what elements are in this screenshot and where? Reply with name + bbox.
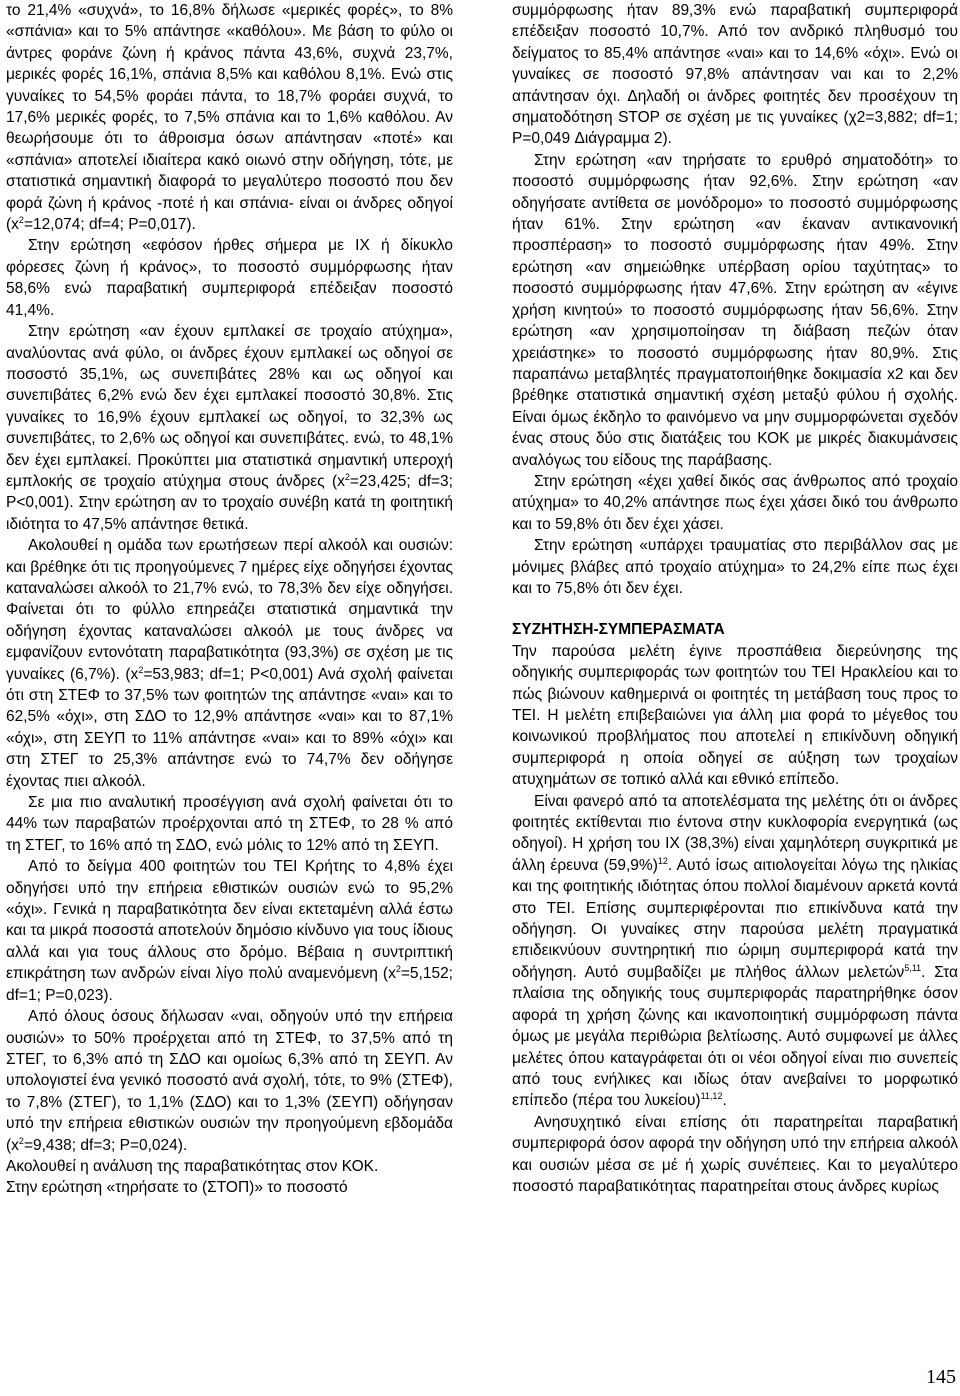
paragraph: συμμόρφωσης ήταν 89,3% ενώ παραβατική συμπεριφορά επέδειξαν ποσοστό 10,7%. Από τον ανδρικό πληθυσμό του δείγματος το 85,4% απάντησε «ναι» και το 14,6% «όχι». Ενώ οι γυναίκες σε ποσοστό 97,8% απάντησαν ναι και το 2,2% απάντησαν όχι. Δηλαδή οι άνδρες φοιτητές δεν προσέχουν τη σηματοδότηση STOP σε σχέση με τις γυναίκες (χ2=3,882; df=1; P=0,049 Διάγραμμα 2). [512,2,958,148]
section-heading: ΣΥΖΗΤΗΣΗ-ΣΥΜΠΕΡΑΣΜΑΤΑ [512,621,725,639]
paragraph: το 21,4% «συχνά», το 16,8% δήλωσε «μερικές φορές», το 8% «σπάνια» και το 5% απάντησε «καθόλου». Με βάση το φύλο οι άντρες φοράνε ζώνη ή κράνος πάντα 43,6%, συχνά 23,7%, μερικές φορές 16,1%, σπάνια 8,5% και καθόλου 8,1%. Ενώ στις γυναίκες το 54,5% φοράει πάντα, το 18,7% φοράει συχνά, το 17,6% μερικές φορές, το 7,5% σπάνια και το 1,6% καθόλου. Αν θεωρήσουμε ότι το άθροισμα όσων απάντησαν «ποτέ» και «σπάνια» αποτελεί ιδιαίτερα κακό οιωνό στην οδήγηση, τότε, με στατιστικά σημαντική διαφορά το μεγαλύτερο ποσοστό που δεν φορά ζώνη ή κράνος -ποτέ ή και σπάνια- είναι οι άνδρες οδηγοί ($x^2=12,074$; df=4; P=0,017). [6,2,453,234]
right-column [512,0,958,1197]
left-column [6,0,453,1199]
paragraph: Στην ερώτηση «αν τηρήσατε το ερυθρό σηματοδότη» το ποσοστό συμμόρφωσης ήταν 92,6%. Στην ερώτηση «αν οδηγήσατε αντίθετα σε μονόδρομο» το ποσοστό συμμόρφωσης ήταν 61%. Στην ερώτηση «αν έκαναν αντικανονική προσπέραση» το ποσοστό συμμόρφωσης ήταν 49%. Στην ερώτηση «αν σημειώθηκε υπέρβαση ορίου ταχύτητας» το ποσοστό συμμόρφωσης ήταν 47,6%. Στην ερώτηση αν «έγινε χρήση κινητού» το ποσοστό συμμόρφωσης ήταν 56,6%. Στην ερώτηση «αν χρησιμοποίησαν τη διάβαση πεζών όταν χρειάστηκε» το ποσοστό συμμόρφωσης ήταν 80,9%. Στις παραπάνω μεταβλητές πραγματοποιήθηκε δοκιμασία x2 και δεν βρέθηκε στατιστικά σημαντική σχέση μεταξύ φύλου ή σχολής. Είναι όμως έκδηλο το φαινόμενο να μην συμμορφώνεται σχεδόν ένας στους δύο στις διατάξεις του ΚΟΚ με μικρές διακυμάνσεις αναλόγως του είδους της παράβασης. [512,151,958,469]
paragraph: Στην ερώτηση «υπάρχει τραυματίας στο περιβάλλον σας με μόνιμες βλάβες από τροχαίο ατύχημα» το 24,2% είπε πως έχει και το 75,8% ότι δεν έχει. [512,537,958,597]
paragraph: Την παρούσα μελέτη έγινε προσπάθεια διερεύνησης της οδηγικής συμπεριφοράς των φοιτητών του ΤΕΙ Ηρακλείου και το πώς βιώνουν καθημερινά οι φοιτητές τη μετάβαση τους προς το ΤΕΙ. Η μελέτη επιβεβαιώνει για άλλη μια φορά το μέγεθος του κοινωνικού προβλήματος που αποτελεί η επικίνδυνη οδηγική συμπεριφορά η οποία οδηγεί σε αύξηση των τροχαίων ατυχημάτων σε τοπικό αλλά και εθνικό επίπεδο. [512,642,958,789]
page-number: 145 [926,1366,956,1388]
paragraph: Στην ερώτηση «τηρήσατε το (ΣΤΟΠ)» το ποσοστό [6,1179,348,1197]
paragraph: Στην ερώτηση «αν έχουν εμπλακεί σε τροχαίο ατύχημα», αναλύοντας ανά φύλο, οι άνδρες έχουν εμπλακεί ως οδηγοί σε ποσοστό 35,1%, ως συνεπιβάτες 28% και ως οδηγοί και συνεπιβάτες 6,2% ενώ δεν έχει εμπλακεί ποσοστό 30,8%. Στις γυναίκες το 16,9% έχουν εμπλακεί ως οδηγοί, το 32,3% ως συνεπιβάτες, το 2,6% ως οδηγοί και συνεπιβάτες. ενώ, το 48,1% δεν έχει εμπλακεί. Προκύπτει μια στατιστικά σημαντική υπεροχή εμπλοκής σε τροχαίο ατύχημα στους άνδρες ($x^2=23,425$; df=3; P<0,001). Στην ερώτηση αν το τροχαίο συνέβη κατά τη φοιτητική ιδιότητα το 47,5% απάντησε θετικά. [6,323,453,533]
paragraph: Είναι φανερό από τα αποτελέσματα της μελέτης ότι οι άνδρες φοιτητές εκτίθενται πιο έντονα στην κυκλοφορία ενεργητικά (ως οδηγοί). Η χρήση του ΙΧ (38,3%) είναι χαμηλότερη συγκριτικά με άλλη έρευνα $(59,9\%)^{12}$. Αυτό ίσως αιτιολογείται λόγω της ηλικίας και της φοιτητικής ιδιότητας όπου πολλοί διαμένουν αρκετά κοντά στο ΤΕΙ. Επίσης συμπεριφέρονται πιο επικίνδυνα κατά την οδήγηση. Οι γυναίκες στην παρούσα μελέτη πραγματικά επιδεικνύουν συντηρητική πιο ώριμη συμπεριφορά κατά την οδήγηση. Αυτό συμβαδίζει με πλήθος άλλων μελετών$^{5,11}$. Στα πλαίσια της οδηγικής τους συμπεριφοράς παρατηρήθηκε όσον αφορά τη χρήση ζώνης και ικανοποιητική συμμόρφωση πάντα όμως με μεγάλα περιθώρια βελτίωσης. Αυτό συμφωνεί με άλλες μελέτες όπου καταγράφεται ότι οι νέοι οδηγοί είναι πιο συνεπείς από τους ενήλικες και ιδίως όταν ανεβαίνει το μορφωτικό επίπεδο (πέρα του λυκείου)$^{11,12}$. [512,792,958,1110]
paragraph: Σε μια πιο αναλυτική προσέγγιση ανά σχολή φαίνεται ότι το 44% των παραβατών προέρχονται από τη ΣΤΕΦ, το 28 % από τη ΣΤΕΓ, το 16% από τη ΣΔΟ, ενώ μόλις το 12% από τη ΣΕΥΠ. [6,794,453,854]
paragraph: Ανησυχητικό είναι επίσης ότι παρατηρείται παραβατική συμπεριφορά όσον αφορά την οδήγηση υπό την επήρεια αλκοόλ και ουσιών μέσα σε μέ ή χωρίς συνέπειες. Και το μεγαλύτερο ποσοστό παραβατικότητας παρατηρείται στους άνδρες κυρίως [512,1113,958,1195]
paragraph: Στην ερώτηση «έχει χαθεί δικός σας άνθρωπος από τροχαίο ατύχημα» το 40,2% απάντησε πως έχει χάσει δικό του άνθρωπο και το 59,8% ότι δεν έχει χάσει. [512,472,958,533]
paragraph: Στην ερώτηση «εφόσον ήρθες σήμερα με ΙΧ ή δίκυκλο φόρεσες ζώνη ή κράνος», το ποσοστό συμμόρφωσης ήταν 58,6% ενώ παραβατική συμπεριφορά επέδειξαν ποσοστό 41,4%. [6,237,453,319]
paragraph: Από όλους όσους δήλωσαν «ναι, οδηγούν υπό την επήρεια ουσιών» το 50% προέρχεται από τη ΣΤΕΦ, το 37,5% από τη ΣΤΕΓ, το 6,3% από τη ΣΔΟ και ομοίως 6,3% από τη ΣΕΥΠ. Αν υπολογιστεί ένα γενικό ποσοστό ανά σχολή, τότε, το 9% (ΣΤΕΦ), το 7,8% (ΣΤΕΓ), το 1,1% (ΣΔΟ) και το 1,3% (ΣΕΥΠ) οδήγησαν υπό την επήρεια εθιστικών ουσιών την προηγούμενη εβδομάδα ($x^2=9,438$; df=3; P=0,024). [6,1008,453,1154]
paragraph: Ακολουθεί η ανάλυση της παραβατικότητας στον ΚΟΚ. [6,1157,379,1175]
paragraph: Ακολουθεί η ομάδα των ερωτήσεων περί αλκοόλ και ουσιών: και βρέθηκε ότι τις προηγούμενες 7 ημέρες είχε οδηγήσει έχοντας καταναλώσει αλκοόλ το 21,7% ενώ, το 78,3% δεν είχε οδηγήσει. Φαίνεται ότι το φύλλο επηρεάζει στατιστικά σημαντικά την οδήγηση έχοντας καταναλώσει αλκοόλ με τους άνδρες να εμφανίζουν εντονότατη παραβατικότητα (93,3%) σε σχέση με τις γυναίκες (6,7%). ($x^2=53,983$; df=1; P<0,001) Ανά σχολή φαίνεται ότι στη ΣΤΕΦ το 37,5% των φοιτητών της απάντησε «ναι» και το 62,5% «όχι», στη ΣΔΟ το 12,9% απάντησε «ναι» και το 87,1% «όχι», στη ΣΕΥΠ το 11% απάντησε «ναι» και το 89% «όχι» και στη ΣΤΕΓ το 25,3% απάντησε ενώ το 74,7% δεν οδήγησε έχοντας πιει αλκοόλ. [6,537,454,790]
paragraph: Από το δείγμα 400 φοιτητών του ΤΕΙ Κρήτης το 4,8% έχει οδηγήσει υπό την επήρεια εθιστικών ουσιών ενώ το 95,2% «όχι». Γενικά η παραβατικότητα δεν είναι εκτεταμένη αλλά έστω και τα μικρά ποσοστά αποτελούν δημόσιο κίνδυνο για τους ίδιους αλλά και για τους άλλους στο δρόμο. Βέβαια η συντριπτική επικράτηση των ανδρών είναι λίγο πολύ αναμενόμενη ($x^2=5,152$; df=1; P=0,023). [6,858,453,1004]
